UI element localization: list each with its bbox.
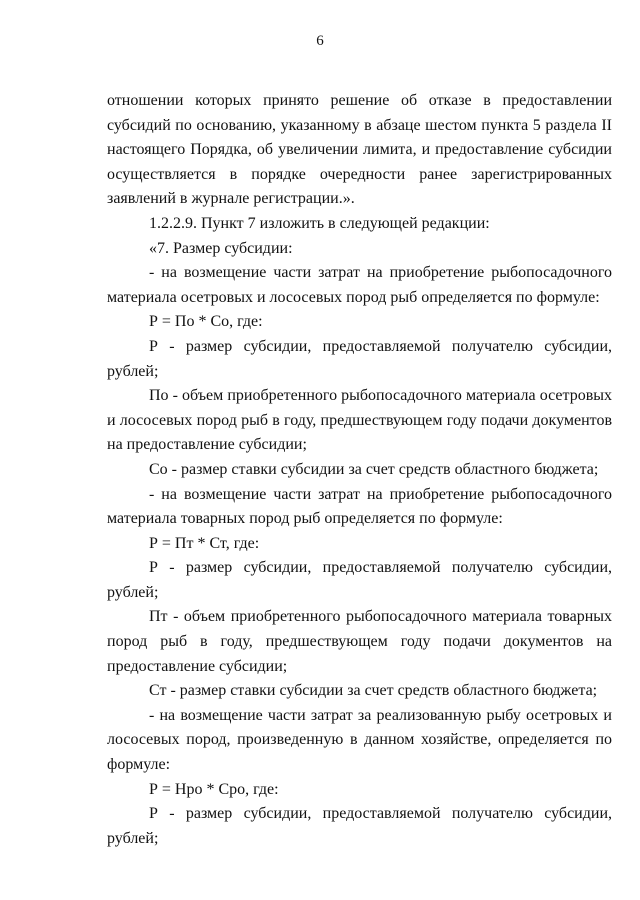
paragraph-sold-fish-intro: - на возмещение части затрат за реализованную рыбу осетровых и лососевых пород, произведенную в данном хозяйстве, определяется по формуле:	[107, 706, 612, 774]
definition-p-3: Р - размер субсидии, предоставляемой получателю субсидии, рублей;	[107, 805, 612, 847]
definition-ct: Ст - размер ставки субсидии за счет средств областного бюджета;	[149, 682, 598, 700]
paragraph-item-7-heading: «7. Размер субсидии:	[149, 239, 293, 257]
formula-po-co: Р = По * Со, где:	[149, 313, 263, 331]
definition-p-1: Р - размер субсидии, предоставляемой получателю субсидии, рублей;	[107, 337, 612, 380]
paragraph-continuation: отношении которых принято решение об отказе в предоставлении субсидий по основанию, указанному в абзаце шестом пункта 5 раздела II настоящего Порядка, об увеличении лимита, и предоставление субсидии осуществляется в порядке очередности ранее зарегистрированных заявлений в журнале регистрации.».	[107, 92, 612, 208]
definition-pt: Пт - объем приобретенного рыбопосадочного материала товарных пород рыб в году, предшествующем году подачи документов на предоставление субсидии;	[107, 608, 612, 675]
paragraph-commodity-stock-intro: - на возмещение части затрат на приобретение рыбопосадочного материала товарных пород рыб определяется по формуле:	[107, 485, 612, 528]
definition-co: Со - размер ставки субсидии за счет средств областного бюджета;	[149, 460, 599, 478]
document-body	[107, 89, 612, 851]
formula-pt-ct: Р = Пт * Ст, где:	[149, 534, 260, 552]
page-number: 6	[316, 33, 324, 49]
paragraph-clause-1-2-2-9: 1.2.2.9. Пункт 7 изложить в следующей редакции:	[149, 214, 490, 232]
definition-po: По - объем приобретенного рыбопосадочного материала осетровых и лососевых пород рыб в году, предшествующем году подачи документов на предоставление субсидии;	[107, 387, 612, 454]
paragraph-sturgeon-stock-intro: - на возмещение части затрат на приобретение рыбопосадочного материала осетровых и лососевых пород рыб определяется по формуле:	[107, 264, 612, 306]
definition-p-2: Р - размер субсидии, предоставляемой получателю субсидии, рублей;	[107, 559, 612, 601]
formula-nro-sro: Р = Нро * Сро, где:	[149, 780, 279, 798]
